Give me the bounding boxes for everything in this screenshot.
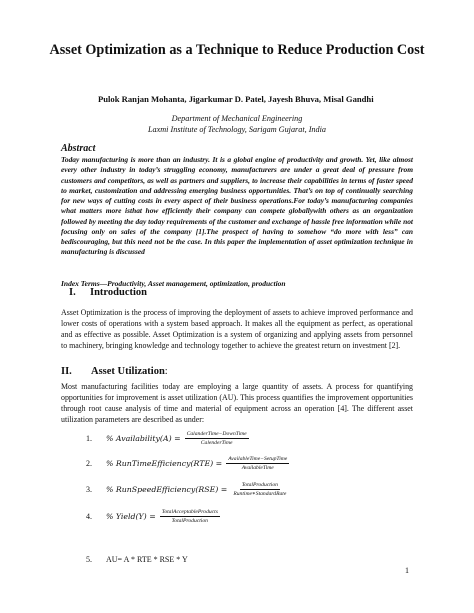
page-number: 1 (405, 566, 409, 575)
introduction-paragraph: Asset Optimization is the process of improving the deployment of assets to achieve improved performance and lower costs of operations with a system based approach. It makes all the equipment as perfect, as operational and as effective as possible. Asset Optimization is a system of organizing and applying assets from personnel to machinery, bringing knowledge and technology together to achieve the greatest return on investment [2]. (61, 308, 413, 350)
equation-fraction (226, 456, 289, 471)
equation-runtime-efficiency (86, 456, 289, 471)
equation-numerator: AvailableTime−SetupTime (228, 456, 288, 462)
abstract-heading: Abstract (61, 143, 96, 154)
equation-denominator: AvailableTime (241, 465, 274, 471)
index-terms: Index Terms—Productivity, Asset management, optimization, production (61, 279, 286, 288)
section-title: Introduction (90, 287, 147, 298)
equation-runspeed-efficiency (86, 482, 288, 497)
affiliation-department: Department of Mechanical Engineering (171, 114, 303, 123)
author-list: Pulok Ranjan Mohanta, Jigarkumar D. Patel, Jayesh Bhuva, Misal Gandhi (98, 94, 374, 104)
section-heading-asset-utilization (61, 366, 168, 377)
equation-denominator: CalenderTime (200, 440, 233, 446)
equation-denominator: Runtime∗StandardRate (233, 491, 287, 497)
paper-title: Asset Optimization as a Technique to Reduce Production Cost (49, 42, 425, 58)
equation-denominator: TotalProduction (171, 518, 208, 524)
section-number: II. (61, 366, 72, 377)
section-title-colon: : (164, 366, 168, 377)
equation-availability (86, 431, 249, 446)
equation-number: 4. (86, 512, 92, 521)
equation-asset-utilization (86, 555, 188, 564)
equation-numerator: CalanderTime−DownTime (186, 431, 247, 437)
equation-fraction (231, 482, 288, 497)
equation-number: 5. (86, 555, 92, 564)
abstract-text: Today manufacturing is more than an industry. It is a global engine of productivity and growth. Yet, like almost every other industry in today’s struggling economy, manufacturers are under a great deal of pressure from customers and competitors, as well as partners and suppliers, to increase their capabilities in terms of faster speed to market, customization and addressing emerging business opportunities. That’s on top of continually searching for new ways of cutting costs in every aspect of their business operations.For today’s manufacturing companies what matters more isthat how efficiently their company can compete globallywith others as an organization followed by meeting the day today requirements of the customer and exchange of hassle free information while not focusing only on sales of the company [1].The prospect of having to somehow “do more with less” can bediscouraging, but this need not be the case. In this paper the implementation of asset optimization technique in manufacturing is discussed (61, 155, 413, 257)
equation-lhs: % RunSpeedEfficiency(RSE) = (106, 485, 228, 494)
section-heading-introduction (69, 287, 147, 298)
equation-number: 2. (86, 459, 92, 468)
equation-fraction (185, 431, 249, 446)
equation-number: 3. (86, 485, 92, 494)
equation-fraction (160, 509, 220, 524)
affiliation (0, 113, 474, 135)
equation-text: AU= A * RTE * RSE * Y (106, 555, 188, 564)
section-title: Asset Utilization (91, 366, 165, 377)
asset-utilization-paragraph: Most manufacturing facilities today are employing a large quantity of assets. A process for quantifying opportunities for improvement is asset utilization (AU). This process quantifies the improvement opportunities through root cause analysis of time and material of equipment across an operation [4]. The different asset utilization parameters are described as under: (61, 382, 413, 424)
equation-lhs: % Yield(Y) = (106, 512, 156, 521)
equation-numerator: TotalAcceptableProducts (161, 509, 218, 515)
equation-numerator: TotalProduction (241, 482, 278, 488)
section-number: I. (69, 287, 76, 298)
equation-lhs: % Availability(A) = (106, 434, 181, 443)
equation-lhs: % RunTimeEfficiency(RTE) = (106, 459, 223, 468)
equation-number: 1. (86, 434, 92, 443)
equation-yield (86, 509, 220, 524)
affiliation-institute: Laxmi Institute of Technology, Sarigam Gujarat, India (147, 125, 326, 134)
